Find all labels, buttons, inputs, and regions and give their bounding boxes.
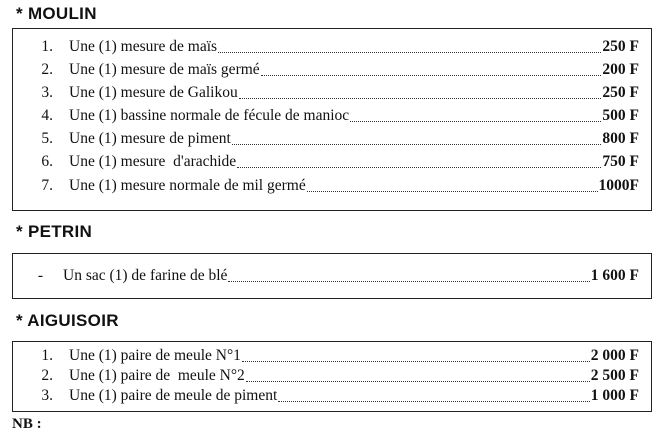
- item-price: 1000F: [598, 177, 639, 194]
- item-label: Un sac (1) de farine de blé: [63, 267, 228, 284]
- dot-leader: [307, 179, 598, 192]
- dot-leader: [278, 389, 589, 402]
- item-number: 1.: [41, 347, 53, 364]
- item-label: Une (1) mesure de Galikou: [69, 84, 238, 101]
- dot-leader: [239, 86, 602, 99]
- dot-leader: [350, 109, 601, 122]
- price-row: [13, 266, 651, 286]
- price-row: [13, 176, 651, 196]
- price-row: [13, 83, 651, 103]
- item-number: 7.: [41, 177, 53, 194]
- item-label: Une (1) paire de meule de piment: [69, 387, 278, 404]
- price-row: [13, 106, 651, 126]
- item-price: 250 F: [602, 38, 639, 55]
- price-row: [13, 60, 651, 80]
- dot-leader: [261, 63, 602, 76]
- price-row: [13, 346, 651, 366]
- item-label: Une (1) paire de meule N°2: [69, 367, 245, 384]
- item-label: Une (1) mesure de maïs: [69, 38, 218, 55]
- item-number: 6.: [41, 153, 53, 170]
- item-label: Une (1) paire de meule N°1: [69, 347, 241, 364]
- item-price: 750 F: [602, 153, 639, 170]
- section-title-petrin: * PETRIN: [16, 222, 93, 241]
- price-row: [13, 152, 651, 172]
- item-number: -: [37, 267, 43, 284]
- item-number: 3.: [41, 84, 53, 101]
- dot-leader: [237, 155, 601, 168]
- price-row: [13, 366, 651, 386]
- section-title-aiguisoir: * AIGUISOIR: [16, 311, 119, 330]
- item-price: 2 500 F: [590, 367, 639, 384]
- price-box-petrin: [12, 253, 652, 299]
- price-box-moulin: [12, 28, 652, 211]
- item-number: 2.: [41, 61, 53, 78]
- dot-leader: [242, 349, 590, 362]
- item-price: 500 F: [602, 107, 639, 124]
- item-price: 1 000 F: [590, 387, 639, 404]
- price-box-aiguisoir: [12, 341, 652, 412]
- item-price: 1 600 F: [590, 267, 639, 284]
- item-price: 250 F: [602, 84, 639, 101]
- price-row: [13, 37, 651, 57]
- dot-leader: [218, 40, 601, 53]
- price-row: [13, 129, 651, 149]
- dot-leader: [232, 132, 602, 145]
- section-title-moulin: * MOULIN: [16, 4, 97, 23]
- item-number: 1.: [41, 38, 53, 55]
- item-price: 800 F: [602, 130, 639, 147]
- item-number: 5.: [41, 130, 53, 147]
- item-label: Une (1) mesure de maïs germé: [69, 61, 260, 78]
- item-price: 2 000 F: [590, 347, 639, 364]
- price-row: [13, 386, 651, 406]
- item-number: 3.: [41, 387, 53, 404]
- item-label: Une (1) bassine normale de fécule de manioc: [69, 107, 350, 124]
- dot-leader: [228, 269, 589, 282]
- item-number: 2.: [41, 367, 53, 384]
- item-label: Une (1) mesure d'arachide: [69, 153, 237, 170]
- item-price: 200 F: [602, 61, 639, 78]
- dot-leader: [246, 369, 590, 382]
- footer-note: NB :: [12, 416, 42, 432]
- item-number: 4.: [41, 107, 53, 124]
- item-label: Une (1) mesure de piment: [69, 130, 231, 147]
- item-label: Une (1) mesure normale de mil germé: [69, 177, 306, 194]
